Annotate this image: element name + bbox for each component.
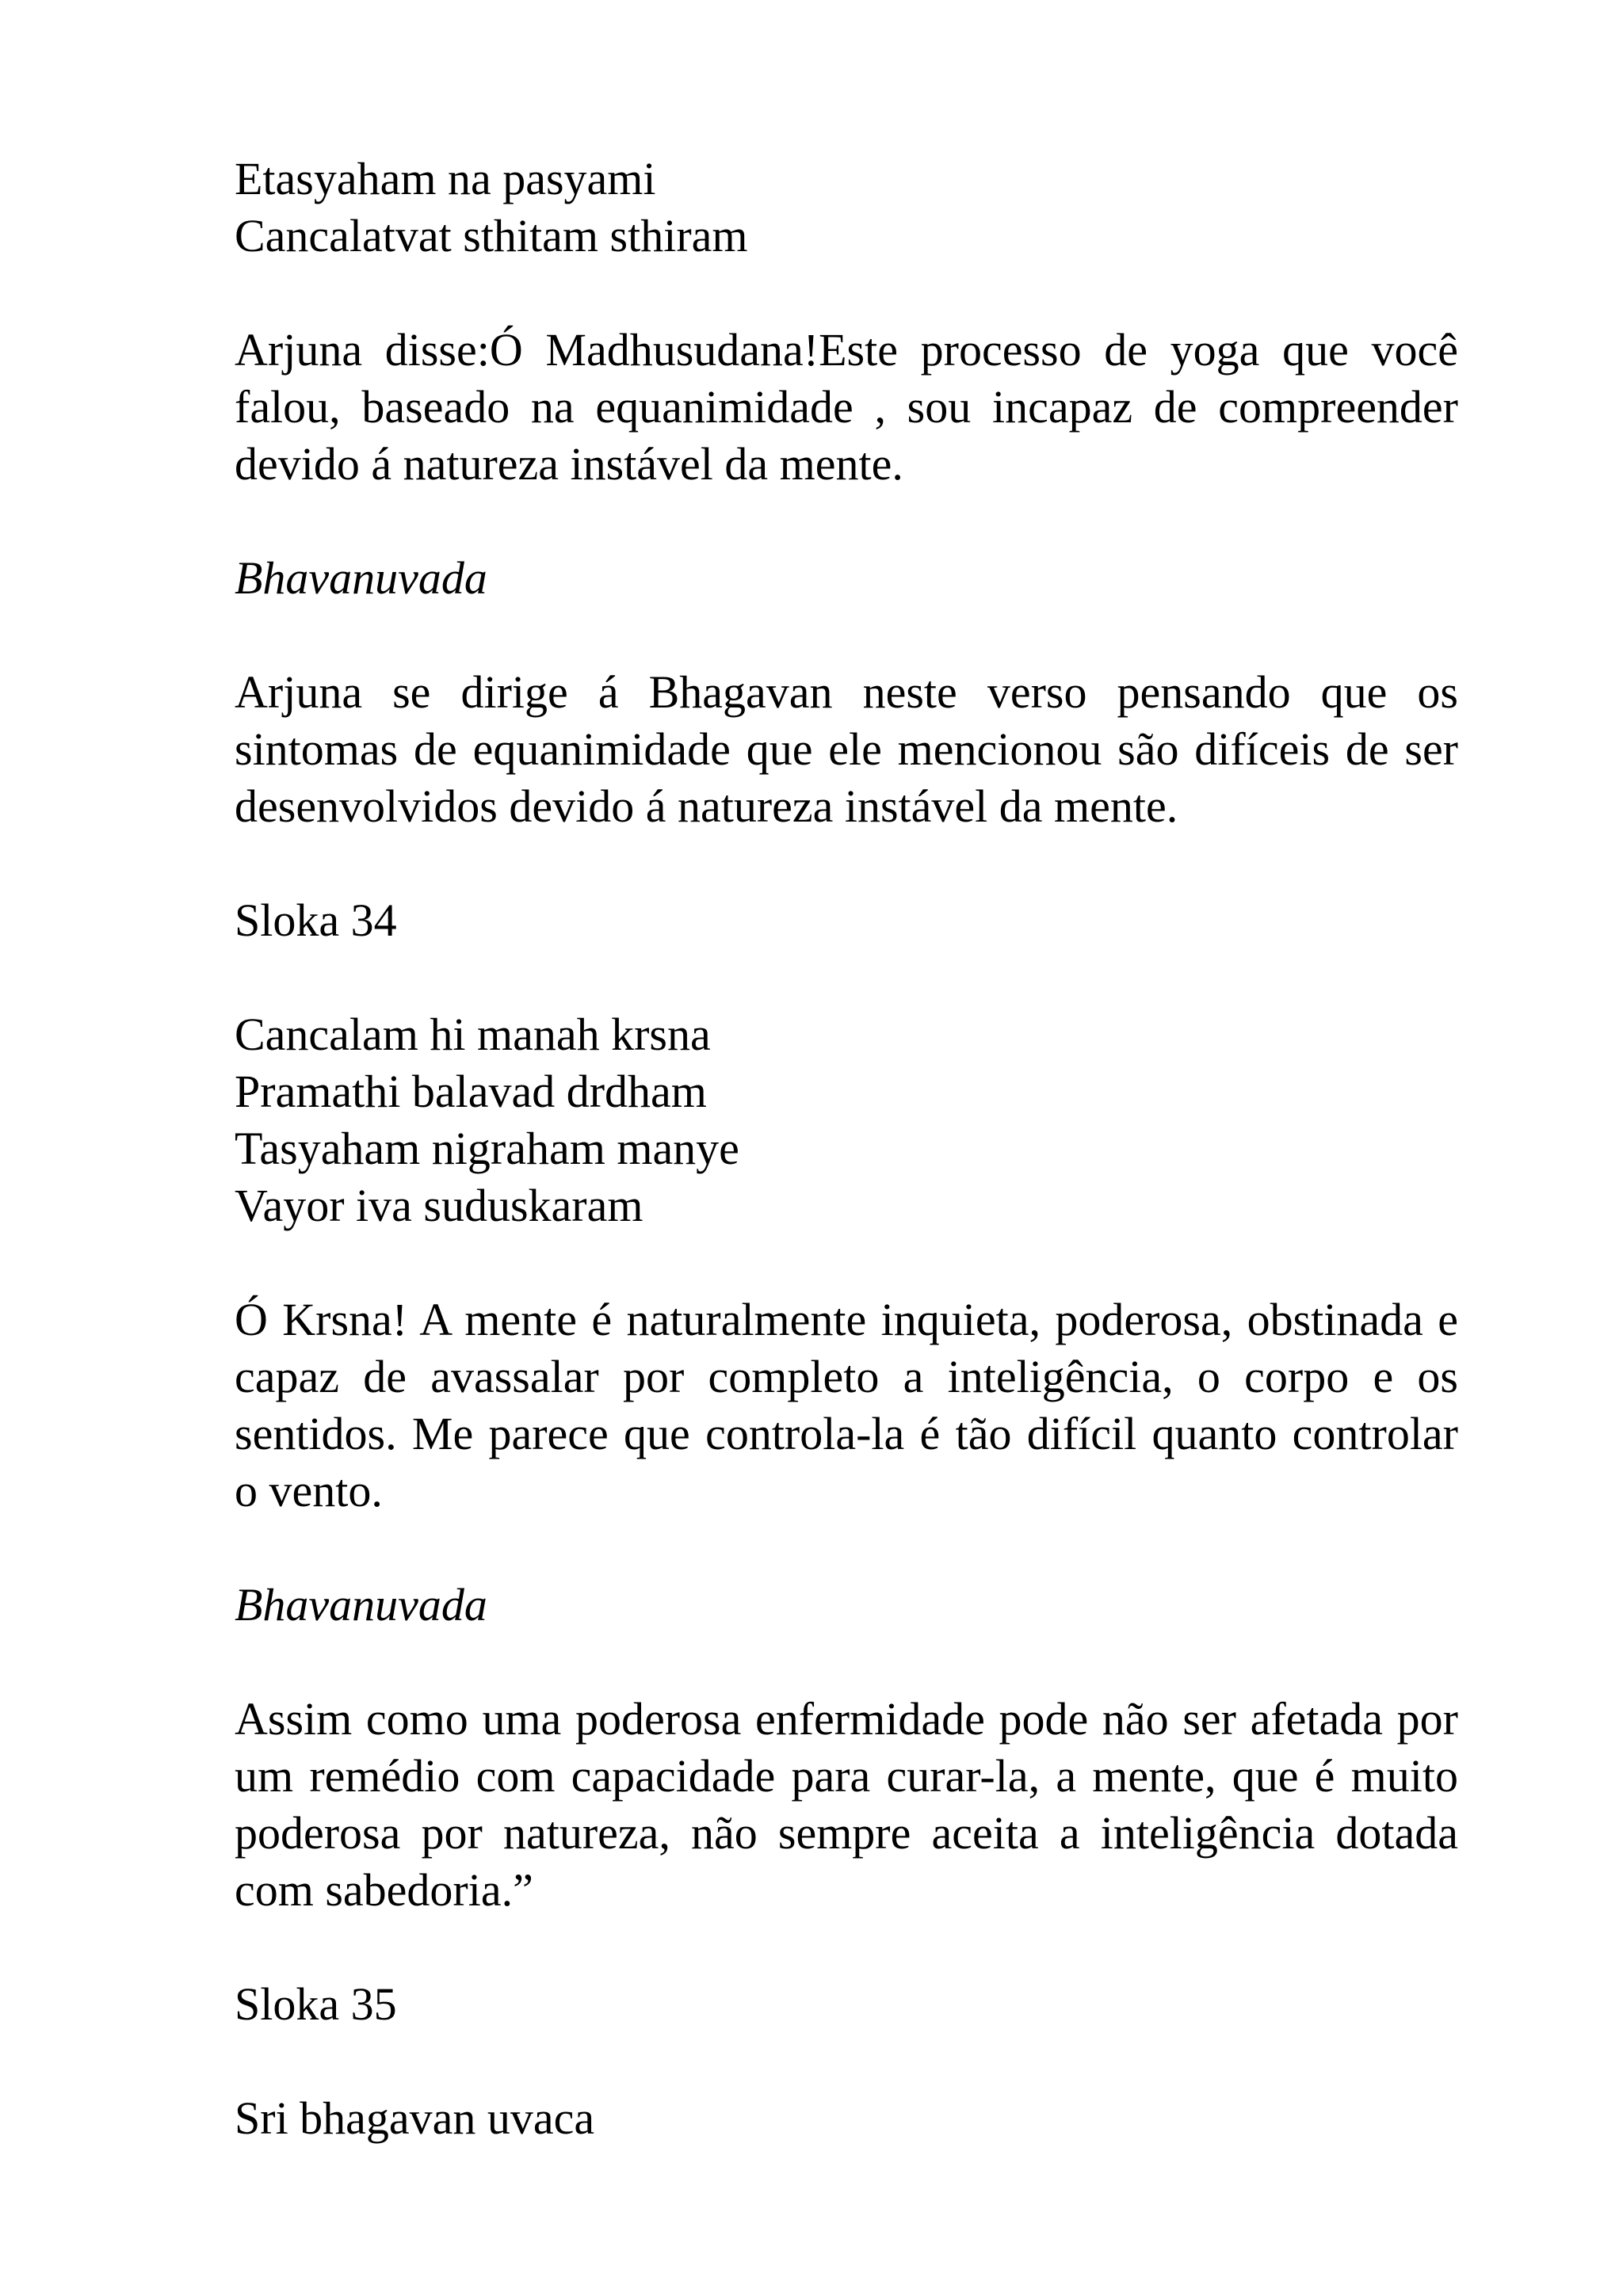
verse-line: Tasyaham nigraham manye	[235, 1123, 739, 1174]
verse-line: Cancalatvat sthitam sthiram	[235, 210, 748, 261]
sloka-34-heading: Sloka 34	[235, 894, 397, 946]
translation-paragraph-33: Arjuna disse:Ó Madhusudana!Este processo de yoga que você falou, baseado na equanimidade , sou incapaz de compreender devido á natureza instável da mente.	[235, 324, 1458, 490]
verse-line: Cancalam hi manah krsna	[235, 1009, 711, 1060]
bhavanuvada-heading: Bhavanuvada	[235, 552, 487, 604]
document-page	[235, 151, 1458, 2204]
verse-33-end	[235, 151, 1458, 265]
verse-35-start: Sri bhagavan uvaca	[235, 2092, 595, 2144]
verse-line: Vayor iva suduskaram	[235, 1180, 643, 1231]
bhavanuvada-heading: Bhavanuvada	[235, 1579, 487, 1630]
verse-line: Pramathi balavad drdham	[235, 1066, 707, 1117]
sloka-35-heading: Sloka 35	[235, 1978, 397, 2030]
verse-34	[235, 1006, 1458, 1234]
translation-paragraph-34: Ó Krsna! A mente é naturalmente inquieta, poderosa, obstinada e capaz de avassalar por completo a inteligência, o corpo e os sentidos. Me parece que controla-la é tão difícil quanto controlar o vento.	[235, 1294, 1458, 1516]
bhavanuvada-paragraph-33: Arjuna se dirige á Bhagavan neste verso pensando que os sintomas de equanimidade que ele mencionou são difíceis de ser desenvolvidos devido á natureza instável da mente.	[235, 666, 1458, 832]
bhavanuvada-paragraph-34: Assim como uma poderosa enfermidade pode não ser afetada por um remédio com capacidade para curar-la, a mente, que é muito poderosa por natureza, não sempre aceita a inteligência dotada com sabedoria.”	[235, 1693, 1458, 1916]
verse-line: Etasyaham na pasyami	[235, 153, 656, 204]
